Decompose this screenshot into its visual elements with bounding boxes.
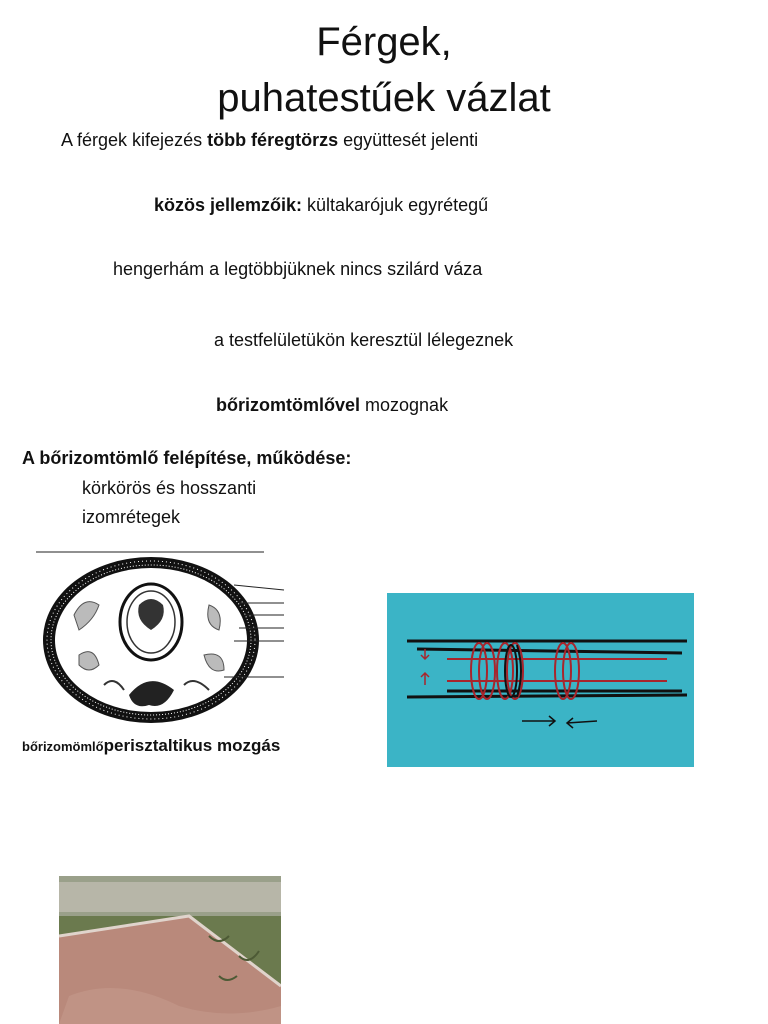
intro-pre: A férgek kifejezés [61, 130, 208, 150]
intro-bold: több féregtörzs [207, 130, 339, 150]
intro-paragraph [61, 128, 478, 152]
movement-bold: bőrizomtömlővel [216, 395, 361, 415]
ground-photo [59, 876, 281, 1024]
page-title-line1: Férgek, [316, 20, 452, 64]
layers-line-2: izomrétegek [82, 507, 181, 527]
figure-caption [22, 734, 280, 759]
caption-prefix: bőrizomömlő [22, 739, 104, 754]
intro-post: együttesét jelenti [338, 130, 479, 150]
layers-line-1: körkörös és hosszanti [82, 478, 257, 498]
common-traits-label: közös jellemzőik: [154, 195, 303, 215]
common-traits-text: kültakarójuk egyrétegű [302, 195, 489, 215]
page-title-line2: puhatestűek vázlat [217, 76, 551, 120]
cylinder-line: hengerhám a legtöbbjüknek nincs szilárd váza [113, 259, 483, 279]
caption-bold: perisztaltikus mozgás [103, 736, 281, 755]
section-heading: A bőrizomtömlő felépítése, működése: [22, 448, 352, 468]
breathing-line: a testfelületükön keresztül lélegeznek [214, 330, 514, 350]
movement-line [216, 393, 448, 417]
worm-cross-section-drawing [34, 545, 286, 725]
movement-text: mozognak [360, 395, 449, 415]
common-traits-line [154, 193, 488, 217]
peristalsis-sketch [387, 593, 694, 767]
